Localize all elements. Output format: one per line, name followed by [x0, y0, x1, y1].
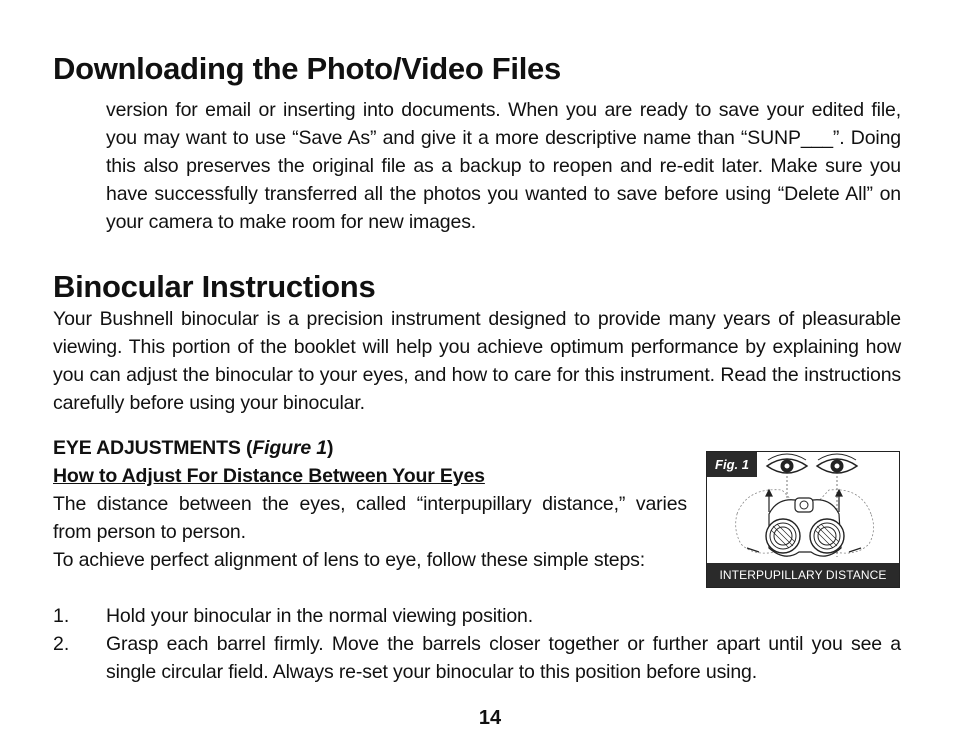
figure-label: Fig. 1 [707, 452, 757, 477]
page-number: 14 [478, 707, 502, 729]
focus-knob [800, 501, 808, 509]
downloading-paragraph: version for email or inserting into documents. When you are ready to save your edited file, you may want to use “Save As” and give it a more descriptive name than “SUNP___”. Doing this also preserves the original file as a backup to reopen and re-edit later. Make sure you have successfully transferred all the photos you wanted to save before using “Delete All” on your camera to make room for new images. [106, 99, 901, 233]
step-text: Hold your binocular in the normal viewing position. [106, 605, 533, 627]
right-eye-icon [817, 454, 857, 473]
figure-caption: INTERPUPILLARY DISTANCE [707, 563, 899, 587]
section-title-downloading: Downloading the Photo/Video Files [53, 51, 561, 86]
alignment-intro: To achieve perfect alignment of lens to eye, follow these simple steps: [53, 549, 646, 571]
eye-adjustments-heading [53, 434, 333, 462]
ipd-description: The distance between the eyes, called “interpupillary distance,” varies from person to person. [53, 493, 687, 543]
step-number: 1. [53, 605, 70, 627]
left-lens-icon [766, 519, 800, 553]
binocular-intro-paragraph: Your Bushnell binocular is a precision instrument designed to provide many years of pleasurable viewing. This portion of the booklet will help you achieve optimum performance by explaining how you can adjust the binocular to your eyes, and how to care for this instrument. Read the instructions carefully before using your binocular. [53, 308, 901, 414]
left-eye-icon [767, 454, 807, 473]
step-number: 2. [53, 633, 70, 655]
figure-1 [706, 451, 900, 588]
section-title-binocular: Binocular Instructions [53, 269, 376, 304]
eye-heading-figure-ref: Figure 1 [252, 437, 327, 459]
eye-heading-suffix: ) [327, 437, 334, 459]
right-lens-icon [810, 519, 844, 553]
ipd-subheading: How to Adjust For Distance Between Your Eyes [53, 465, 485, 487]
eye-heading-prefix: EYE ADJUSTMENTS ( [53, 437, 253, 459]
step-text: Grasp each barrel firmly. Move the barrels closer together or further apart until you see a single circular field. Always re-set your binocular to this position before using. [106, 633, 901, 683]
